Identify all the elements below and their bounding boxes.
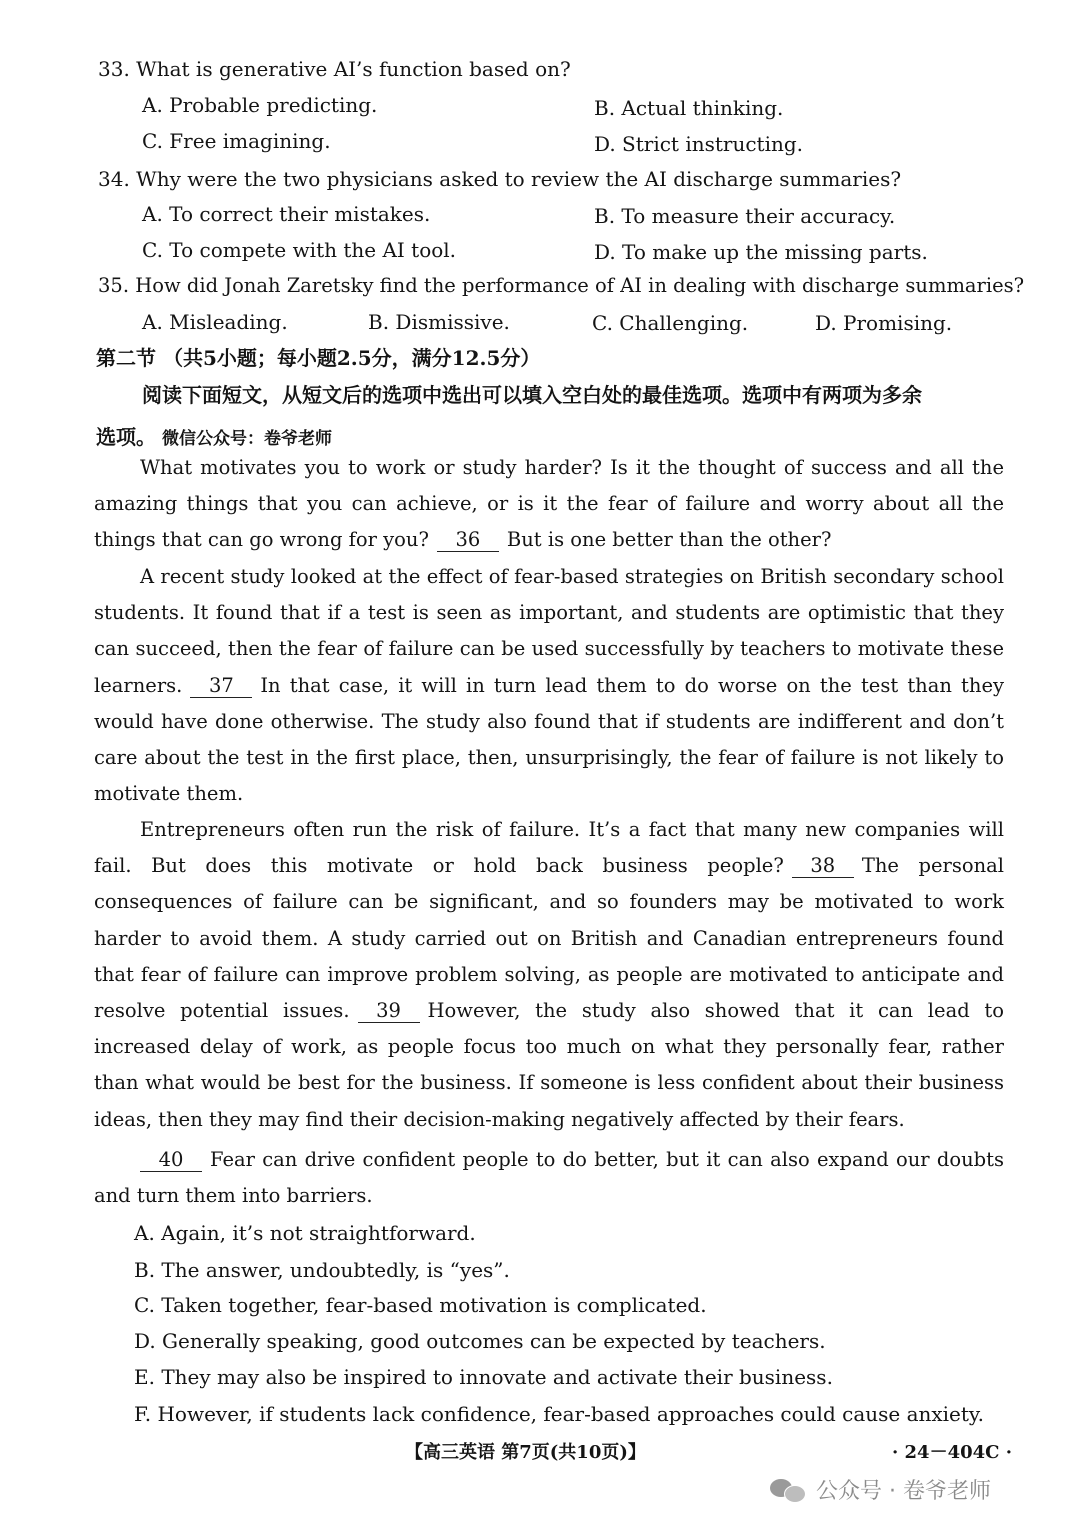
page-number-label: 【高三英语 第7页(共10页)】 <box>405 1442 646 1463</box>
wechat-note: 微信公众号：卷爷老师 <box>162 429 332 449</box>
passage-paragraph-4: 40 Fear can drive confident people to do better, but it can also expand our doubts and turn them into barriers. <box>94 1148 1004 1208</box>
question-35-option-b: B. Dismissive. <box>368 310 510 334</box>
choice-a: A. Again, it’s not straightforward. <box>134 1221 476 1245</box>
choice-b: B. The answer, undoubtedly, is “yes”. <box>134 1258 510 1282</box>
question-34-option-b: B. To measure their accuracy. <box>594 204 896 228</box>
question-33-option-b: B. Actual thinking. <box>594 96 784 120</box>
question-33-option-d: D. Strict instructing. <box>594 132 804 156</box>
question-34-option-a: A. To correct their mistakes. <box>142 202 431 226</box>
choice-e: E. They may also be inspired to innovate and activate their business. <box>134 1365 833 1389</box>
watermark <box>770 1474 991 1505</box>
choice-c: C. Taken together, fear-based motivation is complicated. <box>134 1293 707 1317</box>
question-35-stem: 35. How did Jonah Zaretsky find the performance of AI in dealing with discharge summaries? <box>98 274 1025 297</box>
blank-37: 37 <box>190 675 252 698</box>
section-2-header: 第二节 （共5小题；每小题2.5分，满分12.5分） <box>96 346 541 370</box>
question-33-option-a: A. Probable predicting. <box>142 93 378 117</box>
wechat-icon <box>770 1477 806 1503</box>
passage-paragraph-3: Entrepreneurs often run the risk of failure. It’s a fact that many new companies will fail. But does this motivate or hold back business people? 38 The personal consequences of failure can be significant, and so founders may be motivated to work harder to avoid them. A study carried out on British and Canadian entrepreneurs found that fear of failure can improve problem solving, as people are motivated to anticipate and resolve potential issues. 39 However, the study also showed that it can lead to increased delay of work, as people focus too much on what they personally fear, rather than what would be best for the business. If someone is less confident about their business ideas, then they may find their decision-making negatively affected by their fears. <box>94 818 1004 1131</box>
blank-39: 39 <box>358 1000 420 1023</box>
blank-36: 36 <box>437 529 499 552</box>
question-34-option-d: D. To make up the missing parts. <box>594 240 928 264</box>
choice-f: F. However, if students lack confidence, fear-based approaches could cause anxiety. <box>134 1402 984 1426</box>
question-33-stem: 33. What is generative AI’s function based on? <box>98 57 571 81</box>
section-2-instruction-end: 选项。 <box>96 425 156 449</box>
question-34-option-c: C. To compete with the AI tool. <box>142 238 457 262</box>
question-35-option-a: A. Misleading. <box>142 310 288 334</box>
watermark-text: 公众号 · 卷爷老师 <box>816 1479 991 1504</box>
question-35-option-d: D. Promising. <box>815 311 953 335</box>
passage-paragraph-2: A recent study looked at the effect of fear-based strategies on British secondary school students. It found that if a test is seen as important, and students are optimistic that they can succeed, then the fear of failure can be used successfully by teachers to motivate these learners. 37 In that case, it will in turn lead them to do worse on the test than they would have done otherwise. The study also found that if students are indifferent and don’t care about the test in the first place, then, unsurprisingly, the fear of failure is not likely to motivate them. <box>94 565 1004 806</box>
blank-40: 40 <box>140 1149 202 1172</box>
blank-38: 38 <box>792 855 854 878</box>
section-2-instruction: 阅读下面短文，从短文后的选项中选出可以填入空白处的最佳选项。选项中有两项为多余 <box>142 383 922 407</box>
question-34-stem: 34. Why were the two physicians asked to review the AI discharge summaries? <box>98 167 902 191</box>
choice-d: D. Generally speaking, good outcomes can be expected by teachers. <box>134 1329 826 1353</box>
passage-paragraph-1: What motivates you to work or study harder? Is it the thought of success and all the amazing things that you can achieve, or is it the fear of failure and worry about all the things that can go wrong for you? 36 But is one better than the other? <box>94 456 1004 552</box>
section-2-instruction-cont <box>96 424 332 452</box>
paper-code: · 24－404C · <box>892 1442 1013 1463</box>
question-35-option-c: C. Challenging. <box>592 311 749 335</box>
question-33-option-c: C. Free imagining. <box>142 129 331 153</box>
